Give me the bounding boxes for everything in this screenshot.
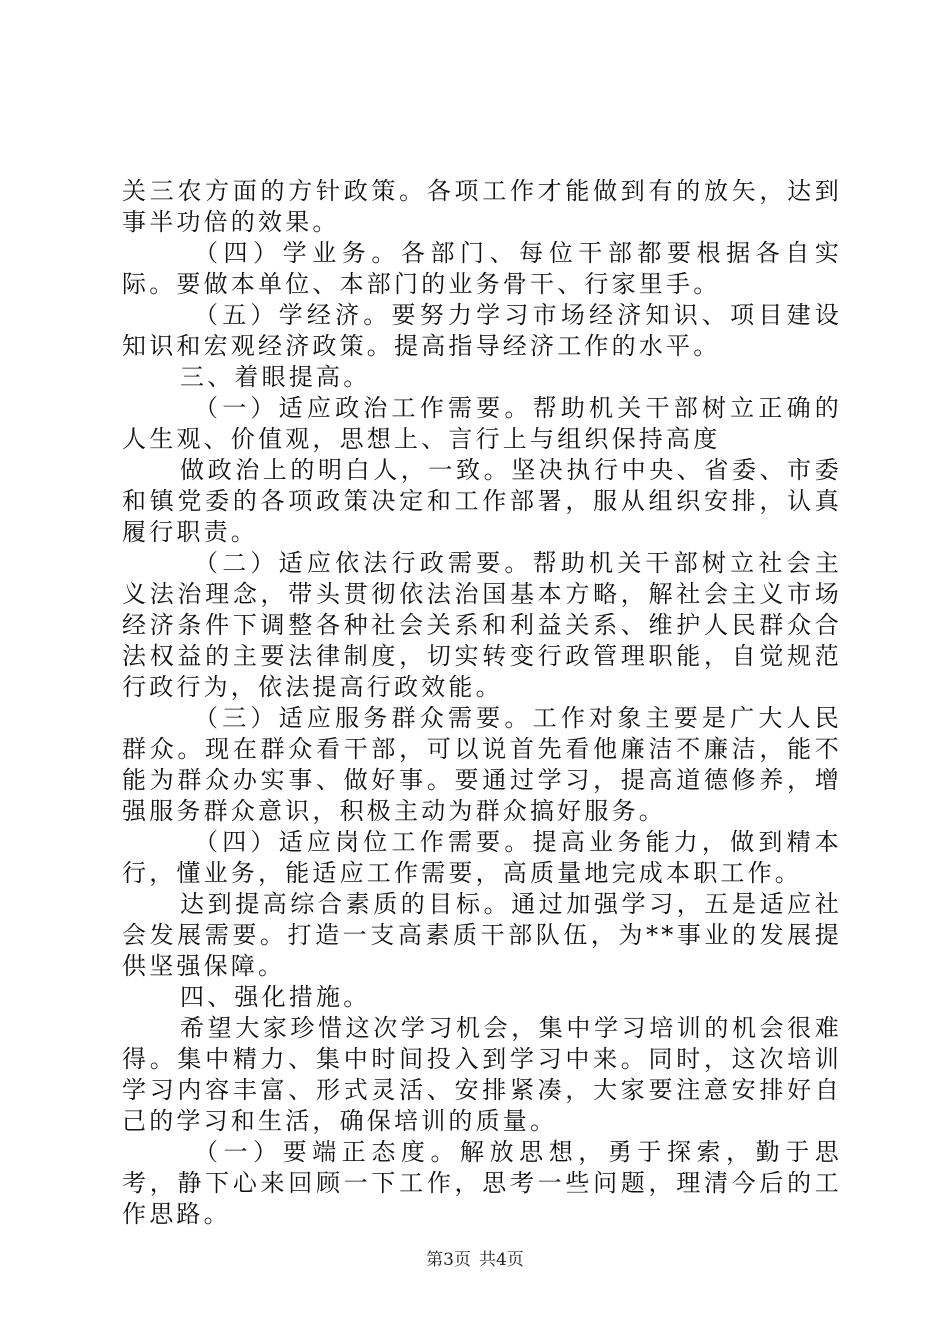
- paragraph-9: （四）适应岗位工作需要。提高业务能力，做到精本行，懂业务，能适应工作需要，高质量地完成本职工作。: [122, 828, 842, 887]
- paragraph-1: 关三农方面的方针政策。各项工作才能做到有的放矢，达到事半功倍的效果。: [122, 177, 842, 236]
- page-footer: [0, 1245, 950, 1270]
- paragraph-13: （一）要端正态度。解放思想，勇于探索，勤于思考，静下心来回顾一下工作，思考一些问题，理清今后的工作思路。: [122, 1138, 842, 1228]
- paragraph-10: 达到提高综合素质的目标。通过加强学习，五是适应社会发展需要。打造一支高素质干部队伍，为**事业的发展提供坚强保障。: [122, 890, 842, 980]
- paragraph-6: 做政治上的明白人，一致。坚决执行中央、省委、市委和镇党委的各项政策决定和工作部署，服从组织安排，认真履行职责。: [122, 456, 842, 546]
- paragraph-3: （五）学经济。要努力学习市场经济知识、项目建设知识和宏观经济政策。提高指导经济工作的水平。: [122, 301, 842, 360]
- total-pages: 共4页: [479, 1250, 524, 1270]
- paragraph-2: （四）学业务。各部门、每位干部都要根据各自实际。要做本单位、本部门的业务骨干、行家里手。: [122, 239, 842, 298]
- section-heading-4: 四、强化措施。: [180, 983, 371, 1011]
- paragraph-12: 希望大家珍惜这次学习机会，集中学习培训的机会很难得。集中精力、集中时间投入到学习中来。同时，这次培训学习内容丰富、形式灵活、安排紧凑，大家要注意安排好自己的学习和生活，确保培训的质量。: [122, 1014, 842, 1135]
- document-body: [122, 176, 842, 1230]
- paragraph-8: （三）适应服务群众需要。工作对象主要是广大人民群众。现在群众看干部，可以说首先看他廉洁不廉洁，能不能为群众办实事、做好事。要通过学习，提高道德修养，增强服务群众意识，积极主动为群众搞好服务。: [122, 704, 842, 825]
- paragraph-5: （一）适应政治工作需要。帮助机关干部树立正确的人生观、价值观，思想上、言行上与组织保持高度: [122, 394, 842, 453]
- page-number: 第3页: [426, 1250, 471, 1270]
- paragraph-7: （二）适应依法行政需要。帮助机关干部树立社会主义法治理念，带头贯彻依法治国基本方略，解社会主义市场经济条件下调整各种社会关系和利益关系、维护人民群众合法权益的主要法律制度，切实转变行政管理职能，自觉规范行政行为，依法提高行政效能。: [122, 549, 842, 701]
- section-heading-3: 三、着眼提高。: [180, 363, 371, 391]
